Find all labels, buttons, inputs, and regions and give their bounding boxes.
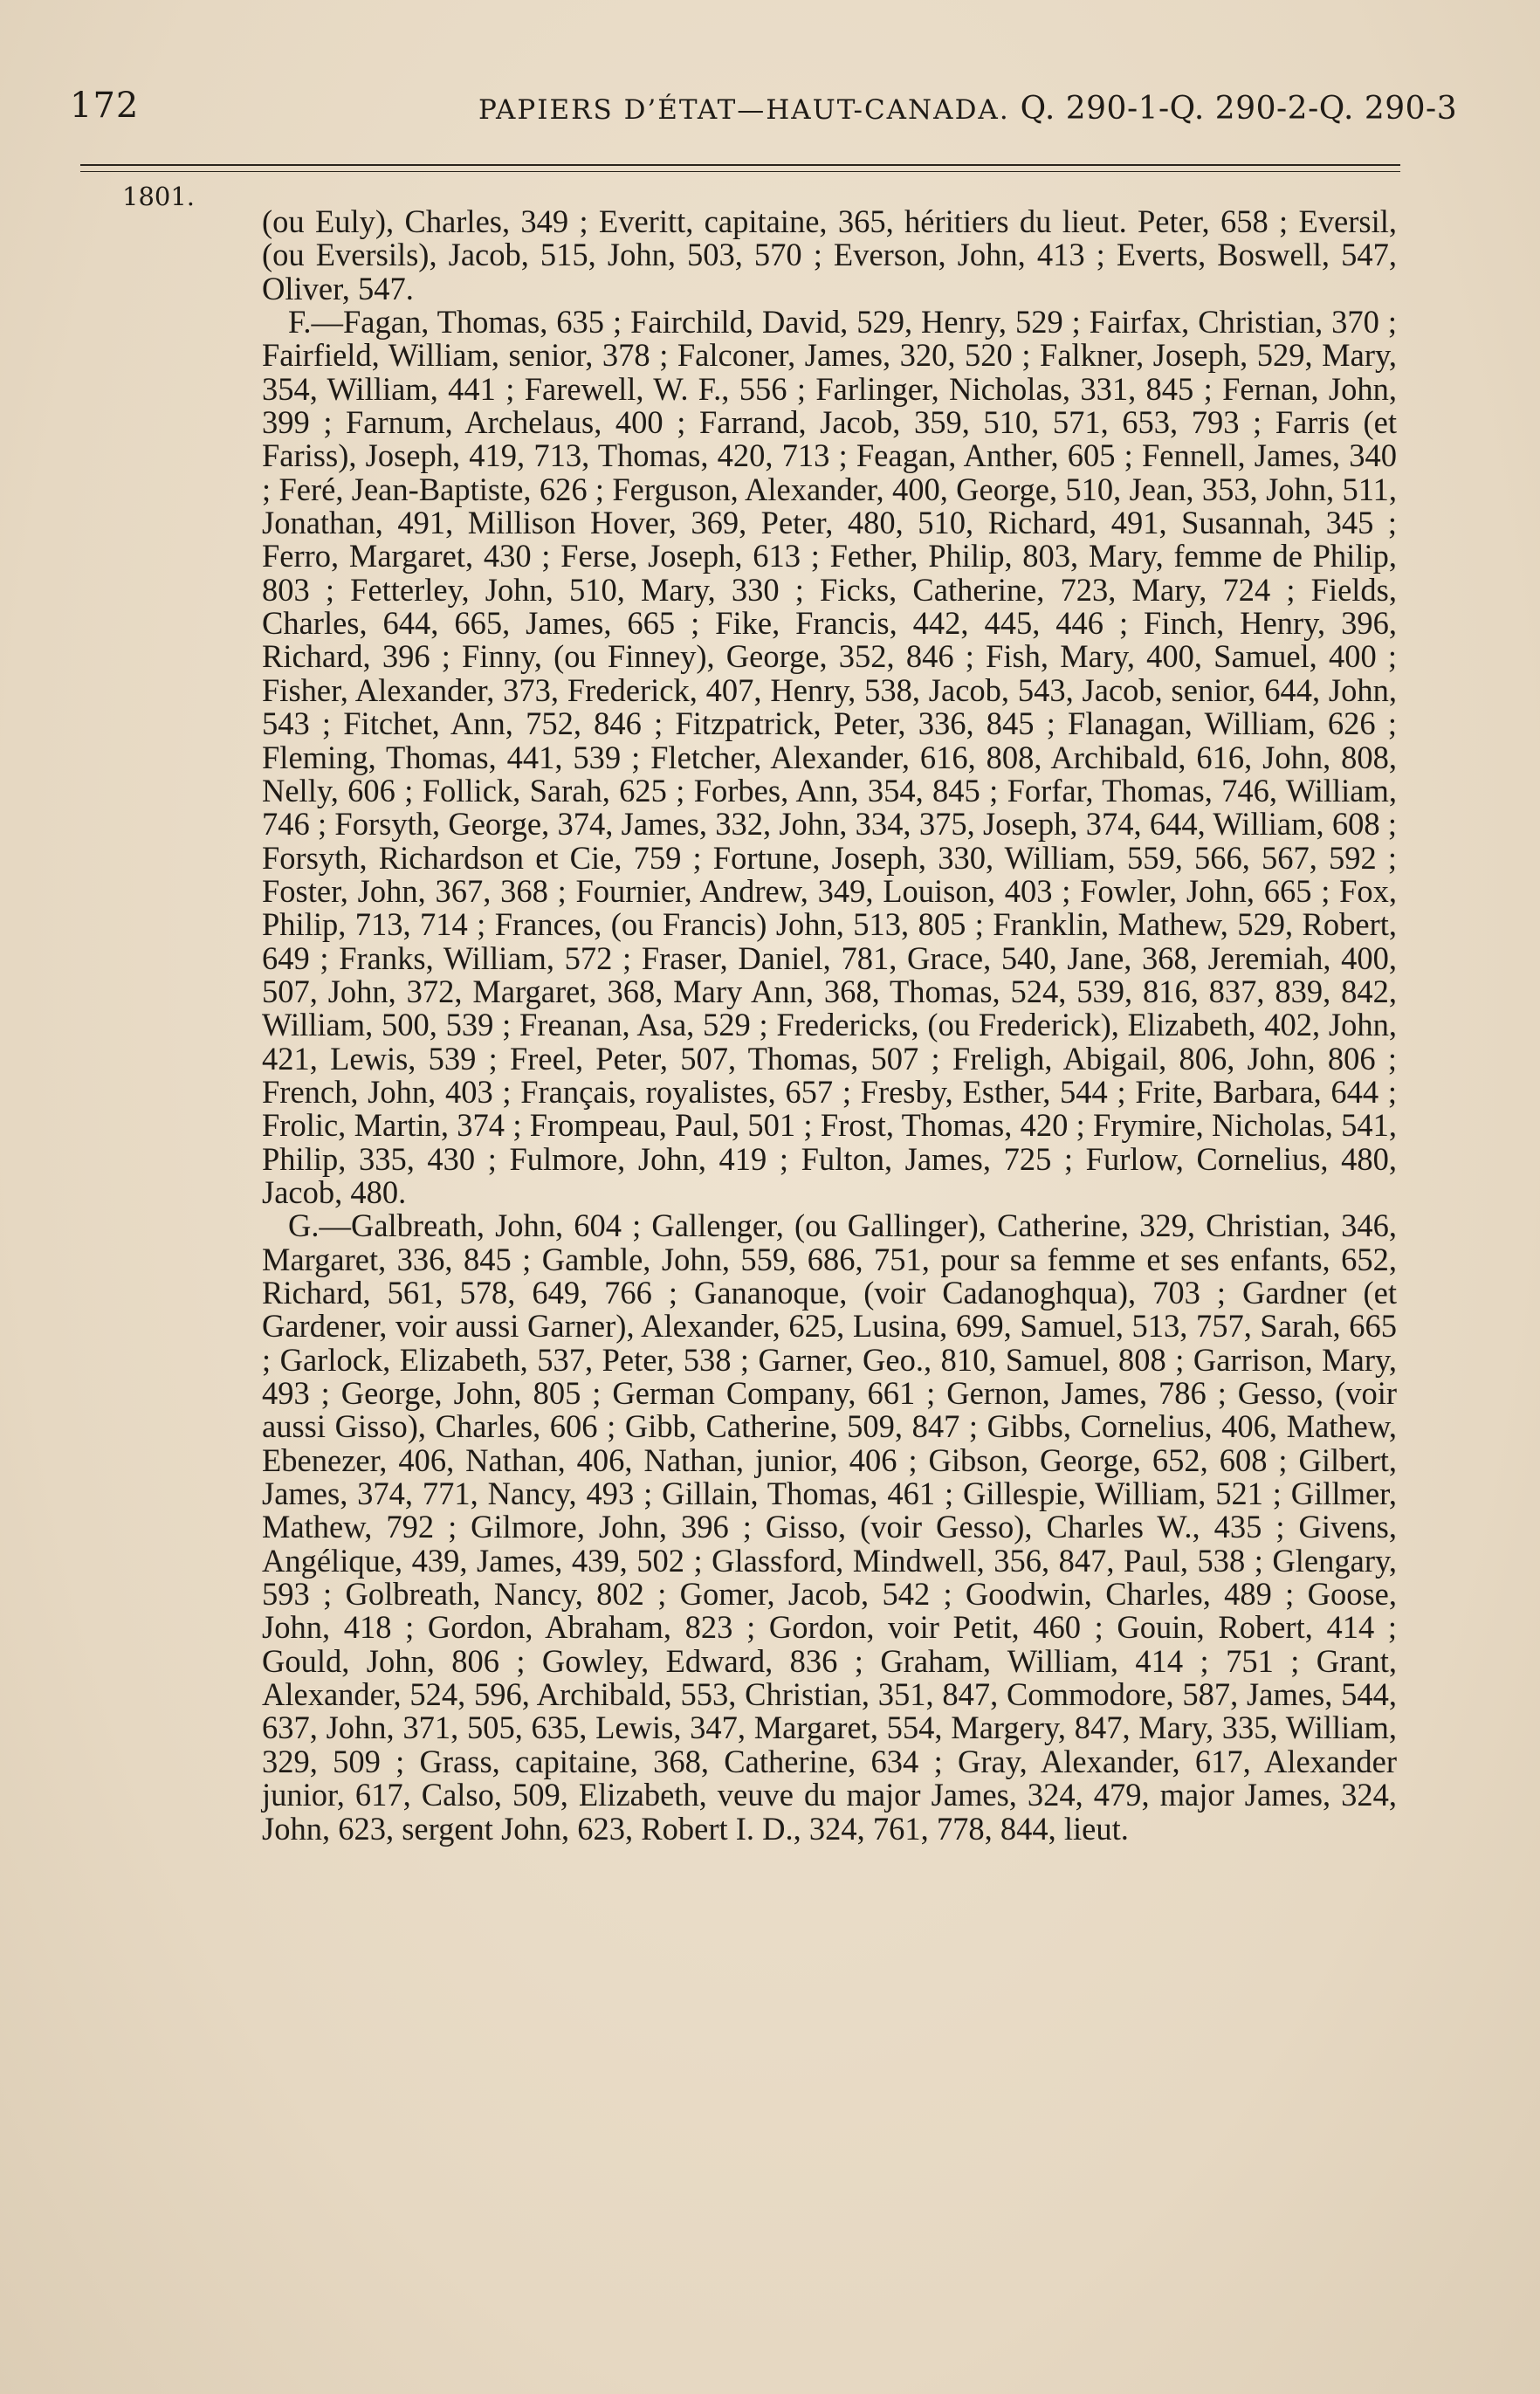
header-rule-thick [80, 164, 1400, 166]
running-head-reference: Q. 290-1-Q. 290-2-Q. 290-3 [1020, 91, 1458, 127]
index-paragraph-e-continued: (ou Euly), Charles, 349 ; Everitt, capitaine, 365, héritiers du lieut. Peter, 658 ; Eversil, (ou Eversils), Jacob, 515, John, 503, 570 ; Everson, John, 413 ; Everts, Boswell, 547, Oliver, 547. [262, 203, 1397, 306]
index-paragraph-g: G.—Galbreath, John, 604 ; Gallenger, (ou Gallinger), Catherine, 329, Christian, 346, Margaret, 336, 845 ; Gamble, John, 559, 686, 751, pour sa femme et ses enfants, 652, Richard, 561, 578, 649, 766 ; Gananoque, (voir Cadanoghqua), 703 ; Gardner (et Gardener, voir aussi Garner), Alexander, 625, Lusina, 699, Samuel, 513, 757, Sarah, 665 ; Garlock, Elizabeth, 537, Peter, 538 ; Garner, Geo., 810, Samuel, 808 ; Garrison, Mary, 493 ; George, John, 805 ; German Company, 661 ; Gernon, James, 786 ; Gesso, (voir aussi Gisso), Charles, 606 ; Gibb, Catherine, 509, 847 ; Gibbs, Cornelius, 406, Mathew, Ebenezer, 406, Nathan, 406, Nathan, junior, 406 ; Gibson, George, 652, 608 ; Gilbert, James, 374, 771, Nancy, 493 ; Gillain, Thomas, 461 ; Gillespie, William, 521 ; Gillmer, Mathew, 792 ; Gilmore, John, 396 ; Gisso, (voir Gesso), Charles W., 435 ; Givens, Angélique, 439, James, 439, 502 ; Glassford, Mindwell, 356, 847, Paul, 538 ; Glengary, 593 ; Golbreath, Nancy, 802 ; Gomer, Jacob, 542 ; Goodwin, Charles, 489 ; Goose, John, 418 ; Gordon, Abraham, 823 ; Gordon, voir Petit, 460 ; Gouin, Robert, 414 ; Gould, John, 806 ; Gowley, Edward, 836 ; Graham, William, 414 ; 751 ; Grant, Alexander, 524, 596, Archibald, 553, Christian, 351, 847, Commodore, 587, James, 544, 637, John, 371, 505, 635, Lewis, 347, Margaret, 554, Margery, 847, Mary, 335, William, 329, 509 ; Grass, capitaine, 368, Catherine, 634 ; Gray, Alexander, 617, Alexander junior, 617, Calso, 509, Elizabeth, veuve du major James, 324, 479, major James, 324, John, 623, sergent John, 623, Robert I. D., 324, 761, 778, 844, lieut. [262, 1207, 1397, 1847]
index-body [262, 205, 1397, 1846]
page-number: 172 [70, 86, 140, 126]
margin-year: 1801. [122, 182, 196, 211]
index-paragraph-f: F.—Fagan, Thomas, 635 ; Fairchild, David, 529, Henry, 529 ; Fairfax, Christian, 370 ; Fairfield, William, senior, 378 ; Falconer, James, 320, 520 ; Falkner, Joseph, 529, Mary, 354, William, 441 ; Farewell, W. F., 556 ; Farlinger, Nicholas, 331, 845 ; Fernan, John, 399 ; Farnum, Archelaus, 400 ; Farrand, Jacob, 359, 510, 571, 653, 793 ; Farris (et Fariss), Joseph, 419, 713, Thomas, 420, 713 ; Feagan, Anther, 605 ; Fennell, James, 340 ; Feré, Jean-Baptiste, 626 ; Ferguson, Alexander, 400, George, 510, Jean, 353, John, 511, Jonathan, 491, Millison Hover, 369, Peter, 480, 510, Richard, 491, Susannah, 345 ; Ferro, Margaret, 430 ; Ferse, Joseph, 613 ; Fether, Philip, 803, Mary, femme de Philip, 803 ; Fetterley, John, 510, Mary, 330 ; Ficks, Catherine, 723, Mary, 724 ; Fields, Charles, 644, 665, James, 665 ; Fike, Francis, 442, 445, 446 ; Finch, Henry, 396, Richard, 396 ; Finny, (ou Finney), George, 352, 846 ; Fish, Mary, 400, Samuel, 400 ; Fisher, Alexander, 373, Frederick, 407, Henry, 538, Jacob, 543, Jacob, senior, 644, John, 543 ; Fitchet, Ann, 752, 846 ; Fitzpatrick, Peter, 336, 845 ; Flanagan, William, 626 ; Fleming, Thomas, 441, 539 ; Fletcher, Alexander, 616, 808, Archibald, 616, John, 808, Nelly, 606 ; Follick, Sarah, 625 ; Forbes, Ann, 354, 845 ; Forfar, Thomas, 746, William, 746 ; Forsyth, George, 374, James, 332, John, 334, 375, Joseph, 374, 644, William, 608 ; Forsyth, Richardson et Cie, 759 ; Fortune, Joseph, 330, William, 559, 566, 567, 592 ; Foster, John, 367, 368 ; Fournier, Andrew, 349, Louison, 403 ; Fowler, John, 665 ; Fox, Philip, 713, 714 ; Frances, (ou Francis) John, 513, 805 ; Franklin, Mathew, 529, Robert, 649 ; Franks, William, 572 ; Fraser, Daniel, 781, Grace, 540, Jane, 368, Jeremiah, 400, 507, John, 372, Margaret, 368, Mary Ann, 368, Thomas, 524, 539, 816, 837, 839, 842, William, 500, 539 ; Freanan, Asa, 529 ; Fredericks, (ou Frederick), Elizabeth, 402, John, 421, Lewis, 539 ; Freel, Peter, 507, Thomas, 507 ; Freligh, Abigail, 806, John, 806 ; French, John, 403 ; Français, royalistes, 657 ; Fresby, Esther, 544 ; Frite, Barbara, 644 ; Frolic, Martin, 374 ; Frompeau, Paul, 501 ; Frost, Thomas, 420 ; Frymire, Nicholas, 541, Philip, 335, 430 ; Fulmore, John, 419 ; Fulton, James, 725 ; Furlow, Cornelius, 480, Jacob, 480. [262, 304, 1397, 1210]
running-head-title: PAPIERS D’ÉTAT—HAUT-CANADA. [478, 94, 1010, 126]
running-head [478, 91, 1458, 127]
header-rule-thin [80, 171, 1400, 172]
